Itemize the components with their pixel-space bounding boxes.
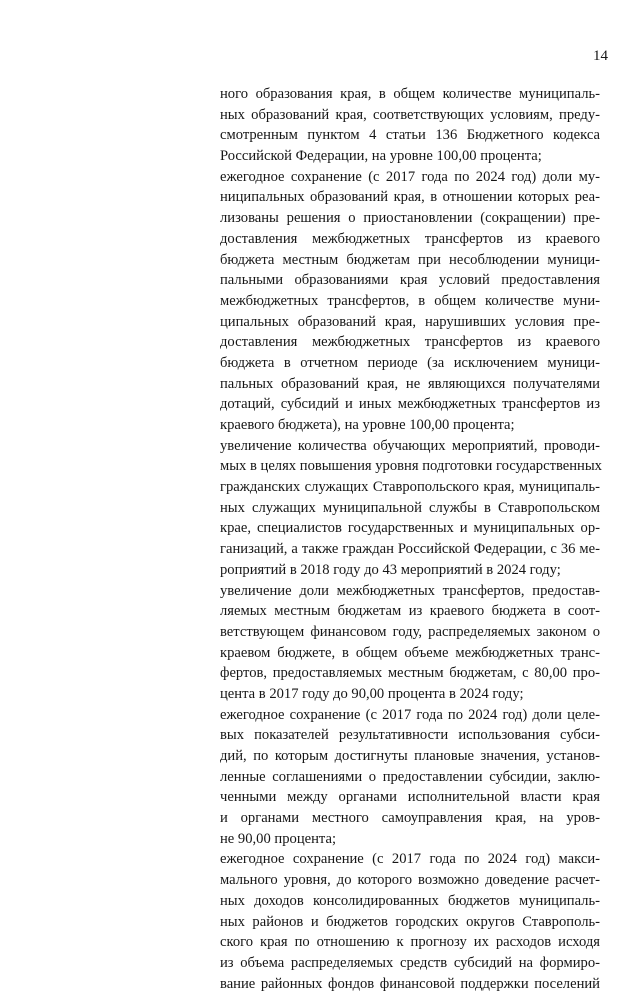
text-line: вание районных фондов финансовой поддержки поселений (220, 975, 600, 992)
text-line: доставления межбюджетных трансфертов из краевого (220, 334, 600, 351)
text-line: ежегодное сохранение (с 2017 года по 2024 год) доли целе- (220, 706, 600, 723)
text-line: ципальных образований края, нарушивших условия пре- (220, 313, 600, 330)
text-line: ского края по отношению к прогнозу их расходов исходя (220, 934, 600, 951)
text-line: вых показателей результативности использования субси- (220, 727, 600, 744)
text-line: ниципальных образований края, в отношении которых реа- (220, 189, 600, 206)
text-line: ных образований края, соответствующих условиям, преду- (220, 106, 600, 123)
text-line: бюджета в отчетном периоде (за исключением муници- (220, 354, 600, 371)
text-line: цента в 2017 году до 90,00 процента в 2024 году; (220, 685, 524, 702)
text-line: и органами местного самоуправления края, на уров- (220, 810, 600, 827)
text-line: увеличение количества обучающих мероприятий, проводи- (220, 437, 600, 454)
text-line: ежегодное сохранение (с 2017 года по 2024 год) доли му- (220, 168, 600, 185)
text-line: ного образования края, в общем количестве муниципаль- (220, 86, 600, 102)
text-line: мых в целях повышения уровня подготовки государственных (220, 458, 602, 475)
text-line: мального уровня, до которого возможно доведение расчет- (220, 872, 600, 889)
document-body (220, 84, 600, 994)
page-number: 14 (593, 48, 608, 64)
text-line: ляемых местным бюджетам из краевого бюджета в соот- (220, 603, 600, 620)
text-line: дий, по которым достигнуты плановые значения, установ- (220, 748, 600, 764)
text-line: гражданских служащих Ставропольского края, муниципаль- (220, 479, 600, 496)
text-line: бюджета местным бюджетам при несоблюдении муници- (220, 251, 600, 268)
text-line: ченными между органами исполнительной власти края (220, 789, 600, 806)
text-line: доставления межбюджетных трансфертов из краевого (220, 230, 600, 247)
text-line: дотаций, субсидий и иных межбюджетных трансфертов из (220, 396, 600, 413)
text-line: фертов, предоставляемых местным бюджетам, с 80,00 про- (220, 665, 600, 682)
text-line: ных районов и бюджетов городских округов Ставрополь- (220, 913, 600, 930)
text-line: ветствующем финансовом году, распределяемых законом о (220, 623, 600, 640)
text-line: крае, специалистов государственных и муниципальных ор- (220, 520, 600, 537)
text-line: лизованы решения о приостановлении (сокращении) пре- (220, 210, 600, 227)
text-line: из объема распределяемых средств субсидий на формиро- (220, 954, 600, 971)
text-line: краевом бюджете, в общем объеме межбюджетных транс- (220, 644, 600, 661)
text-line: не 90,00 процента; (220, 830, 337, 847)
text-line: ных доходов консолидированных бюджетов муниципаль- (220, 892, 600, 909)
text-line: краевого бюджета), на уровне 100,00 процента; (220, 417, 515, 433)
text-line: увеличение доли межбюджетных трансфертов, предостав- (220, 582, 600, 599)
text-line: Российской Федерации, на уровне 100,00 процента; (220, 148, 542, 165)
text-line: пальными образованиями края условий предоставления (220, 272, 600, 289)
text-line: ных служащих муниципальной службы в Ставропольском (220, 499, 600, 516)
text-line: ленные соглашениями о предоставлении субсидии, заклю- (220, 768, 600, 785)
text-line: роприятий в 2018 году до 43 мероприятий в 2024 году; (220, 561, 561, 578)
text-line: смотренным пунктом 4 статьи 136 Бюджетного кодекса (220, 127, 600, 144)
text-line: ежегодное сохранение (с 2017 года по 2024 год) макси- (220, 851, 600, 868)
text-line: межбюджетных трансфертов, в общем количестве муни- (220, 292, 600, 309)
text-line: ганизаций, а также граждан Российской Федерации, с 36 ме- (220, 541, 600, 558)
text-line: пальных образований края, не являющихся получателями (220, 375, 600, 392)
